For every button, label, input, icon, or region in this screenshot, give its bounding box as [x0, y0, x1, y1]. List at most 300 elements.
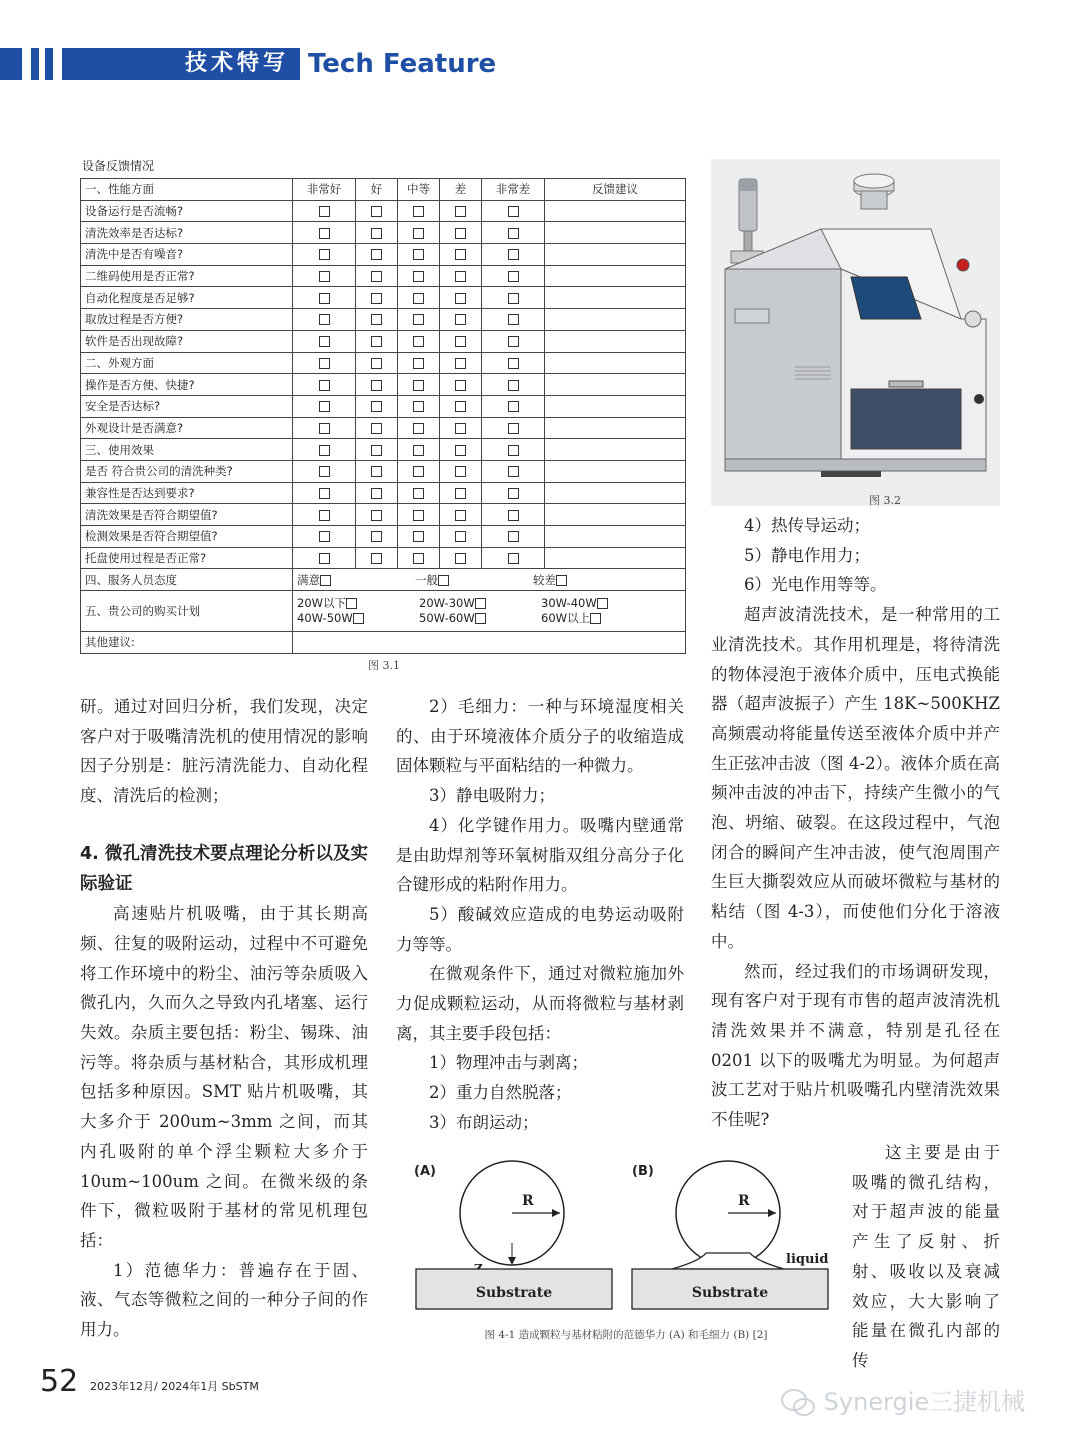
- rating-cell: [398, 374, 440, 396]
- rating-cell: [398, 287, 440, 309]
- feedback-cell[interactable]: [545, 526, 686, 548]
- checkbox[interactable]: [319, 401, 330, 412]
- service-option: [415, 572, 533, 588]
- purchase-option: [419, 596, 541, 611]
- rating-cell: [356, 374, 398, 396]
- paragraph: 5）静电作用力；: [744, 545, 870, 565]
- rating-cell: [440, 526, 482, 548]
- service-option: [297, 572, 415, 588]
- paragraph: 1）范德华力：普遍存在于固、液、气态等微粒之间的一种分子间的作用力。: [80, 1260, 368, 1340]
- paragraph: 高速贴片机吸嘴，由于其长期高频、往复的吸附运动，过程中不可避免将工作环境中的粉尘、油污等杂质吸入微孔内，久而久之导致内孔堵塞、运行失效。杂质主要包括：粉尘、锡珠、油污等。将杂质与基材粘合，其形成机理包括多种原因。SMT 贴片机吸嘴，其大多介于 200um~3mm 之间，而其内孔吸附的单个浮尘颗粒大多介于 10um~100um 之间。在微米级的条件下，微粒吸附于基材的常见机理包括：: [80, 904, 368, 1250]
- service-options: [293, 569, 686, 591]
- rating-cell: [356, 244, 398, 266]
- feedback-cell[interactable]: [545, 504, 686, 526]
- checkbox[interactable]: [413, 271, 424, 282]
- checkbox[interactable]: [319, 553, 330, 564]
- header-bar: [0, 48, 22, 80]
- rating-cell: [293, 330, 356, 352]
- table-row: [81, 287, 686, 309]
- rating-cell: [356, 439, 398, 461]
- option-label: 较差: [533, 572, 556, 587]
- checkbox[interactable]: [590, 613, 601, 624]
- row-label: 清洗效果是否符合期望值?: [81, 504, 293, 526]
- rating-cell: [440, 374, 482, 396]
- rating-cell: [398, 200, 440, 222]
- rating-cell: [482, 265, 545, 287]
- checkbox[interactable]: [455, 553, 466, 564]
- column-header: 非常好: [293, 179, 356, 201]
- paragraph: 研。通过对回归分析，我们发现，决定客户对于吸嘴清洗机的使用情况的影响因子分别是：脏污清洗能力、自动化程度、清洗后的检测；: [80, 697, 368, 806]
- rating-cell: [398, 460, 440, 482]
- rating-cell: [440, 482, 482, 504]
- rating-cell: [293, 374, 356, 396]
- feedback-cell[interactable]: [545, 309, 686, 331]
- row-label: 设备运行是否流畅?: [81, 200, 293, 222]
- issue-info: 2023年12月/ 2024年1月 SbSTM: [90, 1380, 259, 1393]
- row-label: 是否 符合贵公司的清洗种类?: [81, 460, 293, 482]
- feedback-cell[interactable]: [545, 482, 686, 504]
- row-label: 二维码使用是否正常?: [81, 265, 293, 287]
- row-label: 取放过程是否方便?: [81, 309, 293, 331]
- rating-cell: [440, 265, 482, 287]
- rating-cell: [398, 417, 440, 439]
- form-title: 设备反馈情况: [82, 159, 155, 173]
- table-row: [81, 526, 686, 548]
- row-label: 软件是否出现故障?: [81, 330, 293, 352]
- rating-cell: [440, 287, 482, 309]
- checkbox[interactable]: [371, 228, 382, 239]
- rating-cell: [440, 460, 482, 482]
- purchase-option: [541, 596, 608, 610]
- rating-cell: [482, 395, 545, 417]
- substrate-label: Substrate: [691, 1285, 769, 1301]
- checkbox[interactable]: [371, 380, 382, 391]
- rating-cell: [398, 330, 440, 352]
- rating-cell: [293, 439, 356, 461]
- rating-cell: [398, 482, 440, 504]
- checkbox[interactable]: [346, 598, 357, 609]
- rating-cell: [440, 200, 482, 222]
- checkbox[interactable]: [508, 488, 519, 499]
- checkbox[interactable]: [508, 531, 519, 542]
- checkbox[interactable]: [475, 613, 486, 624]
- rating-cell: [482, 330, 545, 352]
- other-input[interactable]: [293, 632, 686, 654]
- watermark: [780, 1384, 1025, 1420]
- checkbox[interactable]: [319, 445, 330, 456]
- checkbox[interactable]: [508, 206, 519, 217]
- checkbox[interactable]: [371, 488, 382, 499]
- feedback-cell[interactable]: [545, 244, 686, 266]
- row-label: 托盘使用过程是否正常?: [81, 547, 293, 569]
- figure-caption: 图 4-1 造成颗粒与基材粘附的范德华力 (A) 和毛细力 (B) [2]: [484, 1329, 768, 1341]
- checkbox[interactable]: [371, 206, 382, 217]
- checkbox[interactable]: [413, 553, 424, 564]
- checkbox[interactable]: [455, 510, 466, 521]
- feedback-cell[interactable]: [545, 330, 686, 352]
- rating-cell: [482, 244, 545, 266]
- section-title-en: Tech Feature: [308, 49, 497, 79]
- checkbox[interactable]: [556, 575, 567, 586]
- checkbox[interactable]: [508, 358, 519, 369]
- paragraph: 在微观条件下，通过对微粒施加外力促成颗粒运动，从而将微粒与基材剥离，其主要手段包括：: [396, 964, 684, 1043]
- checkbox[interactable]: [455, 293, 466, 304]
- option-label: 20W-30W: [419, 596, 475, 611]
- machine-illustration: [711, 159, 1000, 506]
- rating-cell: [440, 244, 482, 266]
- checkbox[interactable]: [413, 314, 424, 325]
- rating-cell: [482, 482, 545, 504]
- checkbox[interactable]: [455, 358, 466, 369]
- rating-cell: [440, 547, 482, 569]
- purchase-option: [419, 611, 541, 626]
- row-label: 二、外观方面: [81, 352, 293, 374]
- header-bar: [45, 48, 53, 80]
- table-row: [81, 244, 686, 266]
- option-label: 60W以上: [541, 611, 591, 626]
- row-label: 外观设计是否满意?: [81, 417, 293, 439]
- feedback-cell[interactable]: [545, 222, 686, 244]
- checkbox[interactable]: [455, 336, 466, 347]
- checkbox[interactable]: [319, 423, 330, 434]
- rating-cell: [398, 309, 440, 331]
- checkbox[interactable]: [455, 206, 466, 217]
- checkbox[interactable]: [508, 314, 519, 325]
- checkbox[interactable]: [475, 598, 486, 609]
- rating-cell: [356, 222, 398, 244]
- option-label: 50W-60W: [419, 611, 475, 626]
- rating-cell: [356, 287, 398, 309]
- purchase-option: [297, 611, 419, 626]
- paragraph: 然而，经过我们的市场调研发现，现有客户对于现有市售的超声波清洗机清洗效果并不满意，特别是孔径在 0201 以下的吸嘴尤为明显。为何超声波工艺对于贴片机吸嘴孔内壁清洗效果不佳呢?: [711, 961, 1000, 1130]
- rating-cell: [356, 526, 398, 548]
- rating-cell: [356, 482, 398, 504]
- rating-cell: [398, 352, 440, 374]
- table-row: [81, 222, 686, 244]
- feedback-cell[interactable]: [545, 200, 686, 222]
- row-label: 三、使用效果: [81, 439, 293, 461]
- rating-cell: [293, 482, 356, 504]
- feedback-cell[interactable]: [545, 395, 686, 417]
- rating-cell: [482, 547, 545, 569]
- option-line: [297, 596, 681, 611]
- cleaning-machine-image: [711, 159, 1000, 506]
- checkbox[interactable]: [455, 271, 466, 282]
- checkbox[interactable]: [438, 575, 449, 586]
- checkbox[interactable]: [319, 488, 330, 499]
- option-label: 30W-40W: [541, 596, 597, 611]
- checkbox[interactable]: [508, 293, 519, 304]
- checkbox[interactable]: [319, 336, 330, 347]
- table-row: [81, 547, 686, 569]
- column-header: 非常差: [482, 179, 545, 201]
- checkbox[interactable]: [371, 271, 382, 282]
- checkbox[interactable]: [508, 271, 519, 282]
- paragraph: 2）重力自然脱落；: [429, 1083, 572, 1103]
- checkbox[interactable]: [413, 510, 424, 521]
- paragraph: 2）毛细力：一种与环境湿度相关的、由于环境液体介质分子的收缩造成固体颗粒与平面粘结的一种微力。: [396, 697, 684, 776]
- table-row: [81, 352, 686, 374]
- rating-cell: [356, 460, 398, 482]
- row-label: 检测效果是否符合期望值?: [81, 526, 293, 548]
- paragraph: 6）光电作用等等。: [744, 575, 887, 595]
- rating-cell: [356, 417, 398, 439]
- checkbox[interactable]: [371, 358, 382, 369]
- paragraph: 4）化学键作用力。吸嘴内壁通常是由助焊剂等环氧树脂双组分高分子化合键形成的粘附作用力。: [396, 815, 684, 895]
- feedback-cell[interactable]: [545, 439, 686, 461]
- rating-cell: [356, 504, 398, 526]
- checkbox[interactable]: [508, 401, 519, 412]
- rating-cell: [356, 265, 398, 287]
- rating-cell: [356, 352, 398, 374]
- checkbox[interactable]: [319, 466, 330, 477]
- rating-cell: [398, 439, 440, 461]
- checkbox[interactable]: [353, 613, 364, 624]
- checkbox[interactable]: [319, 271, 330, 282]
- checkbox[interactable]: [320, 575, 331, 586]
- row-label: 清洗中是否有噪音?: [81, 244, 293, 266]
- checkbox[interactable]: [319, 293, 330, 304]
- figure-caption: 图 3.1: [368, 659, 400, 672]
- checkbox[interactable]: [413, 228, 424, 239]
- checkbox[interactable]: [371, 293, 382, 304]
- substrate-label: Substrate: [475, 1285, 553, 1301]
- other-row: [81, 632, 686, 654]
- rating-cell: [482, 526, 545, 548]
- row-label: 自动化程度是否足够?: [81, 287, 293, 309]
- purchase-options: [293, 591, 686, 632]
- feedback-cell[interactable]: [545, 265, 686, 287]
- checkbox[interactable]: [508, 249, 519, 260]
- row-label: 兼容性是否达到要求?: [81, 482, 293, 504]
- checkbox[interactable]: [413, 336, 424, 347]
- checkbox[interactable]: [508, 336, 519, 347]
- section-heading: 4. 微孔清洗技术要点理论分析以及实际验证: [80, 843, 368, 894]
- liquid-label: liquid: [786, 1252, 829, 1267]
- checkbox[interactable]: [371, 531, 382, 542]
- row-label: 五、贵公司的购买计划: [81, 591, 293, 632]
- watermark-text: Synergie三捷机械: [823, 1388, 1026, 1416]
- rating-cell: [440, 439, 482, 461]
- checkbox[interactable]: [413, 531, 424, 542]
- rating-cell: [398, 244, 440, 266]
- row-label: 四、服务人员态度: [81, 569, 293, 591]
- checkbox[interactable]: [371, 423, 382, 434]
- checkbox[interactable]: [371, 249, 382, 260]
- purchase-option: [541, 611, 601, 625]
- checkbox[interactable]: [371, 510, 382, 521]
- adhesion-diagram: [410, 1157, 842, 1345]
- checkbox[interactable]: [455, 249, 466, 260]
- option-label: 一般: [415, 572, 438, 587]
- checkbox[interactable]: [455, 314, 466, 325]
- table-row: [81, 309, 686, 331]
- checkbox[interactable]: [319, 249, 330, 260]
- paragraph: 5）酸碱效应造成的电势运动吸附力等等。: [396, 904, 684, 954]
- checkbox[interactable]: [508, 466, 519, 477]
- checkbox[interactable]: [319, 314, 330, 325]
- checkbox[interactable]: [413, 488, 424, 499]
- radius-label: R: [522, 1193, 534, 1209]
- rating-cell: [293, 222, 356, 244]
- checkbox[interactable]: [413, 401, 424, 412]
- rating-cell: [398, 265, 440, 287]
- column-header: 反馈建议: [545, 179, 686, 201]
- paragraph: 4）热传导运动；: [744, 516, 870, 535]
- checkbox[interactable]: [508, 228, 519, 239]
- option-label: 20W以下: [297, 596, 347, 611]
- rating-cell: [398, 547, 440, 569]
- table-row: [81, 265, 686, 287]
- checkbox[interactable]: [371, 445, 382, 456]
- right-column-wrap: [852, 1138, 1000, 1376]
- checkbox[interactable]: [319, 380, 330, 391]
- rating-cell: [398, 526, 440, 548]
- checkbox[interactable]: [319, 531, 330, 542]
- checkbox[interactable]: [455, 531, 466, 542]
- rating-cell: [293, 504, 356, 526]
- paragraph: 3）静电吸附力；: [429, 786, 555, 806]
- figure-4-1: [410, 1157, 842, 1345]
- checkbox[interactable]: [508, 553, 519, 564]
- checkbox[interactable]: [455, 401, 466, 412]
- checkbox[interactable]: [455, 488, 466, 499]
- checkbox[interactable]: [508, 445, 519, 456]
- feedback-table: [80, 178, 686, 654]
- rating-cell: [440, 309, 482, 331]
- rating-cell: [356, 547, 398, 569]
- table-row: [81, 482, 686, 504]
- header-bar: [31, 48, 39, 80]
- figure-caption: 图 3.2: [869, 494, 901, 507]
- feedback-cell[interactable]: [545, 374, 686, 396]
- option-label: 40W-50W: [297, 611, 353, 626]
- rating-cell: [293, 244, 356, 266]
- checkbox[interactable]: [508, 510, 519, 521]
- checkbox[interactable]: [319, 228, 330, 239]
- checkbox[interactable]: [413, 380, 424, 391]
- checkbox[interactable]: [455, 228, 466, 239]
- checkbox[interactable]: [371, 401, 382, 412]
- checkbox[interactable]: [508, 423, 519, 434]
- rating-cell: [356, 330, 398, 352]
- feedback-cell[interactable]: [545, 547, 686, 569]
- checkbox[interactable]: [455, 423, 466, 434]
- radius-label: R: [738, 1193, 750, 1209]
- rating-cell: [398, 222, 440, 244]
- row-label: 操作是否方便、快捷?: [81, 374, 293, 396]
- rating-cell: [440, 352, 482, 374]
- table-row: [81, 374, 686, 396]
- rating-cell: [440, 504, 482, 526]
- checkbox[interactable]: [319, 510, 330, 521]
- checkbox[interactable]: [413, 445, 424, 456]
- checkbox[interactable]: [597, 598, 608, 609]
- checkbox[interactable]: [371, 314, 382, 325]
- rating-cell: [482, 222, 545, 244]
- service-option: [533, 573, 567, 587]
- checkbox[interactable]: [371, 553, 382, 564]
- panel-label-b: (B): [632, 1164, 654, 1179]
- column-header: 差: [440, 179, 482, 201]
- checkbox[interactable]: [413, 466, 424, 477]
- purchase-option: [297, 596, 419, 611]
- checkbox[interactable]: [319, 206, 330, 217]
- purchase-row: [81, 591, 686, 632]
- rating-cell: [356, 309, 398, 331]
- checkbox[interactable]: [371, 466, 382, 477]
- table-row: [81, 330, 686, 352]
- checkbox[interactable]: [455, 445, 466, 456]
- left-column: [80, 692, 368, 1345]
- middle-column: [396, 692, 684, 1138]
- rating-cell: [293, 460, 356, 482]
- rating-cell: [482, 439, 545, 461]
- rating-cell: [482, 374, 545, 396]
- service-row: [81, 569, 686, 591]
- checkbox[interactable]: [413, 206, 424, 217]
- page-header: [0, 44, 1080, 84]
- rating-cell: [293, 265, 356, 287]
- table-row: [81, 504, 686, 526]
- feedback-cell[interactable]: [545, 417, 686, 439]
- rating-cell: [293, 395, 356, 417]
- row-label: 其他建议:: [81, 632, 293, 654]
- rating-cell: [482, 417, 545, 439]
- row-label: 清洗效率是否达标?: [81, 222, 293, 244]
- option-label: 满意: [297, 572, 320, 587]
- option-line: [297, 611, 681, 626]
- row-label: 安全是否达标?: [81, 395, 293, 417]
- column-header: 好: [356, 179, 398, 201]
- paragraph: 3）布朗运动；: [429, 1112, 539, 1132]
- rating-cell: [482, 504, 545, 526]
- feedback-cell[interactable]: [545, 352, 686, 374]
- checkbox[interactable]: [413, 249, 424, 260]
- rating-cell: [440, 417, 482, 439]
- feedback-cell[interactable]: [545, 460, 686, 482]
- rating-cell: [482, 287, 545, 309]
- table-row: [81, 417, 686, 439]
- checkbox[interactable]: [319, 358, 330, 369]
- checkbox[interactable]: [455, 380, 466, 391]
- rating-cell: [482, 309, 545, 331]
- rating-cell: [440, 330, 482, 352]
- rating-cell: [482, 352, 545, 374]
- checkbox[interactable]: [508, 380, 519, 391]
- right-column: [711, 511, 1000, 1135]
- table-row: [81, 395, 686, 417]
- section-title-zh: 技术特写: [185, 51, 290, 76]
- table-row: [81, 200, 686, 222]
- checkbox[interactable]: [413, 293, 424, 304]
- paragraph: 这主要是由于吸嘴的微孔结构，对于超声波的能量产生了反射、折射、吸收以及衰减效应，大大影响了能量在微孔内部的传: [852, 1143, 1000, 1370]
- feedback-cell[interactable]: [545, 287, 686, 309]
- checkbox[interactable]: [455, 466, 466, 477]
- checkbox[interactable]: [371, 336, 382, 347]
- page-number: 52: [40, 1364, 79, 1399]
- table-row: [81, 460, 686, 482]
- rating-cell: [293, 417, 356, 439]
- rating-cell: [482, 200, 545, 222]
- paragraph: 超声波清洗技术，是一种常用的工业清洗技术。其作用机理是，将待清洗的物体浸泡于液体介质中，压电式换能器（超声波振子）产生 18K~500KHZ 高频震动将能量传送至液体介质中并产生正弦冲击波（图 4-2）。液体介质在高频冲击波的冲击下，持续产生微小的气泡、坍缩、破裂。在这段过程中，气泡闭合的瞬间产生冲击波，使气泡周围产生巨大撕裂效应从而破坏微粒与基材的粘结（图 4-3），而使他们分化于溶液中。: [711, 605, 1000, 951]
- checkbox[interactable]: [413, 358, 424, 369]
- rating-cell: [293, 200, 356, 222]
- table-row: [81, 439, 686, 461]
- rating-cell: [398, 504, 440, 526]
- rating-cell: [293, 547, 356, 569]
- checkbox[interactable]: [413, 423, 424, 434]
